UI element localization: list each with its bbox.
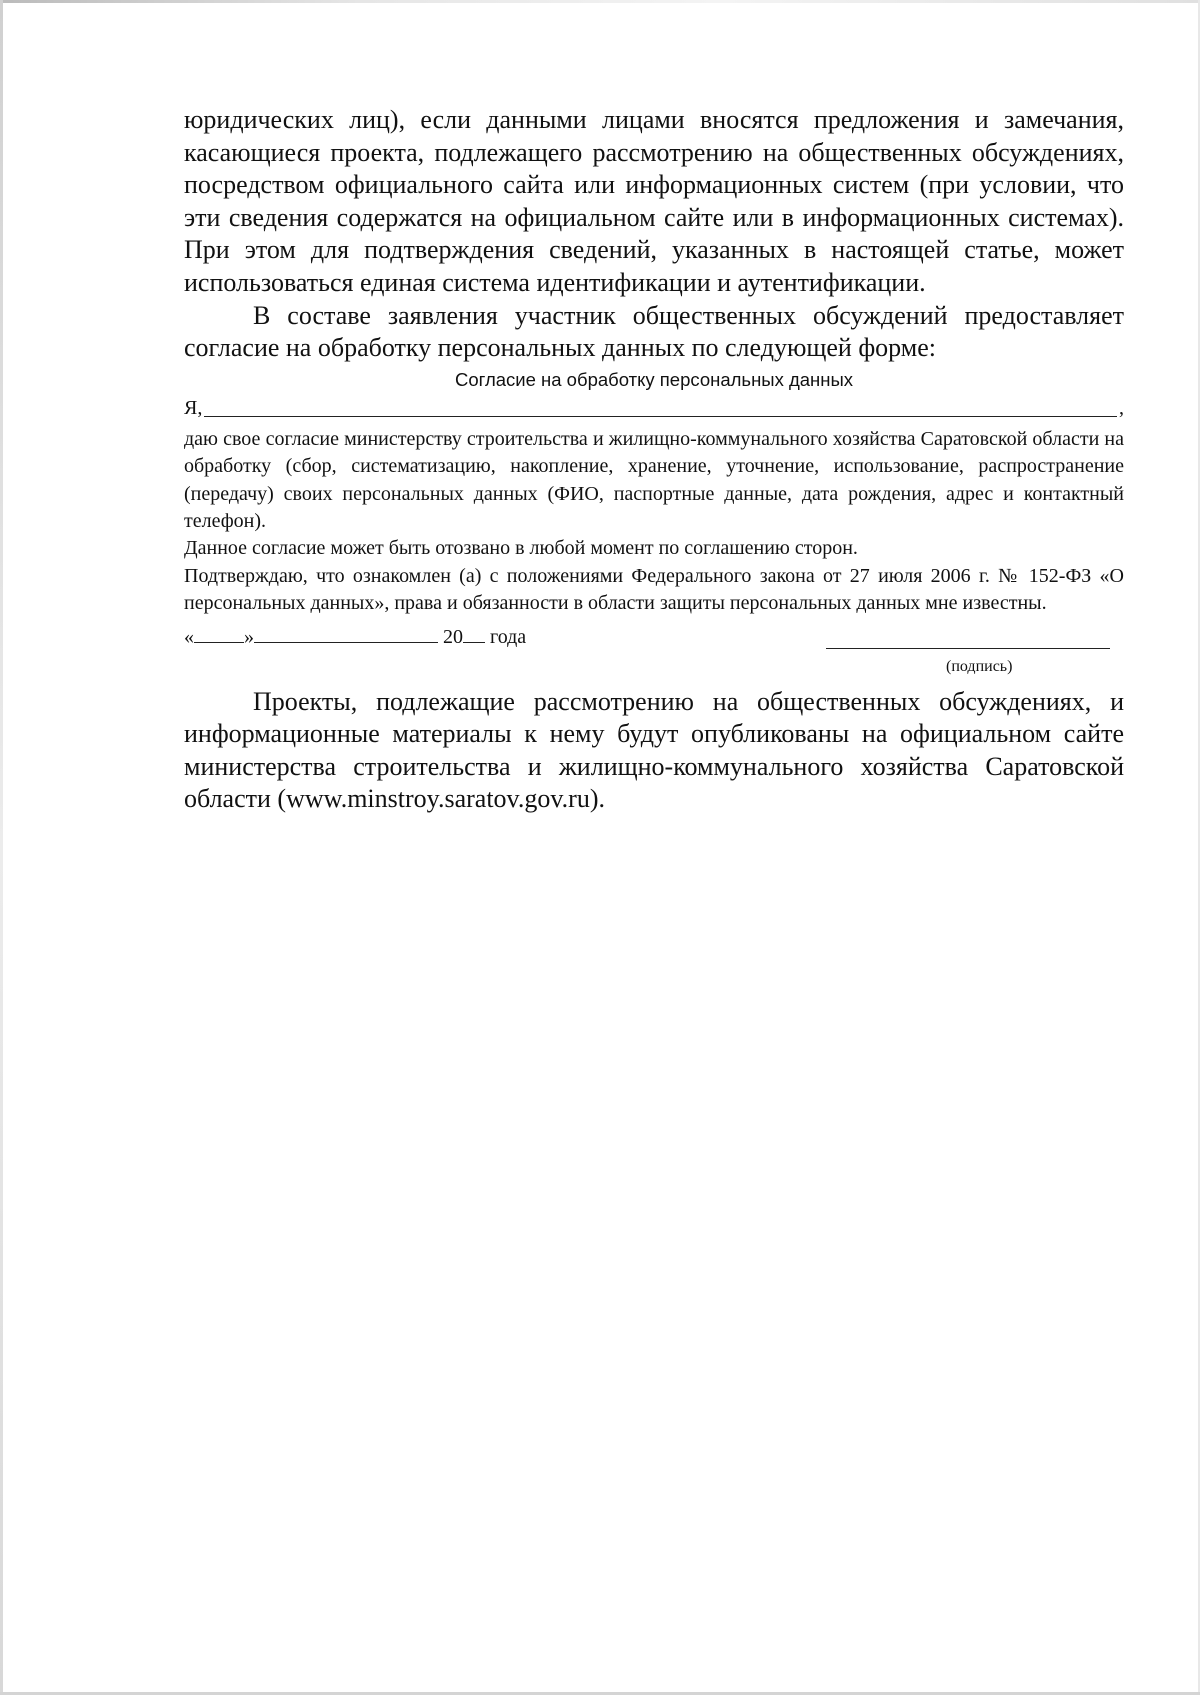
date-close-quote: » (244, 625, 254, 648)
year-blank-line[interactable] (463, 624, 485, 643)
name-suffix: , (1119, 396, 1124, 419)
consent-date-signature-row (184, 624, 1124, 675)
consent-form (184, 365, 1124, 675)
month-blank-line[interactable] (254, 624, 438, 643)
consent-form-title: Согласие на обработку персональных данных (454, 368, 854, 390)
consent-text-revocation: Данное согласие может быть отозвано в любой момент по соглашению сторон. (184, 537, 858, 560)
consent-name-row (184, 394, 1124, 422)
name-prefix: Я, (184, 396, 203, 419)
paragraph-legal-entities: юридических лиц), если данными лицами вносятся предложения и замечания, касающиеся проекта, подлежащего рассмотрению на общественных обсуждениях, посредством официального сайта или информационных систем (при условии, что эти сведения содержатся на официальном сайте или в информационных системах). При этом для подтверждения сведений, указанных в настоящей статье, может использоваться единая система идентификации и аутентификации. (184, 105, 1124, 297)
paragraph-consent-intro: В составе заявления участник общественных обсуждений предоставляет согласие на обработку персональных данных по следующей форме: (184, 300, 1124, 363)
day-blank-line[interactable] (194, 624, 244, 643)
paragraph-publication-notice: Проекты, подлежащие рассмотрению на общественных обсуждениях, и информационные материалы к нему будут опубликованы на официальном сайте министерства строительства и жилищно-коммунального хозяйства Саратовской области (www.minstroy.saratov.gov.ru). (184, 686, 1124, 814)
document-page (184, 104, 1124, 816)
year-suffix: года (490, 625, 527, 648)
signature-blank-line[interactable] (826, 648, 1110, 649)
scan-edge-top (0, 0, 1200, 3)
scan-edge-left (0, 0, 3, 1695)
consent-text-agreement: даю свое согласие министерству строительства и жилищно-коммунального хозяйства Саратовской области на обработку (сбор, систематизацию, накопление, хранение, уточнение, использование, распространение (передачу) своих персональных данных (ФИО, паспортные данные, дата рождения, адрес и контактный телефон). (184, 427, 1124, 532)
signature-caption: (подпись) (946, 657, 1013, 675)
full-name-blank-line[interactable] (204, 396, 1117, 417)
consent-text-confirmation: Подтверждаю, что ознакомлен (а) с положениями Федерального закона от 27 июля 2006 г. № 152-ФЗ «О персональных данных», права и обязанности в области защиты персональных данных мне известны. (184, 564, 1124, 615)
date-open-quote: « (184, 625, 194, 648)
consent-date-field (184, 624, 526, 649)
year-prefix: 20 (443, 625, 463, 648)
